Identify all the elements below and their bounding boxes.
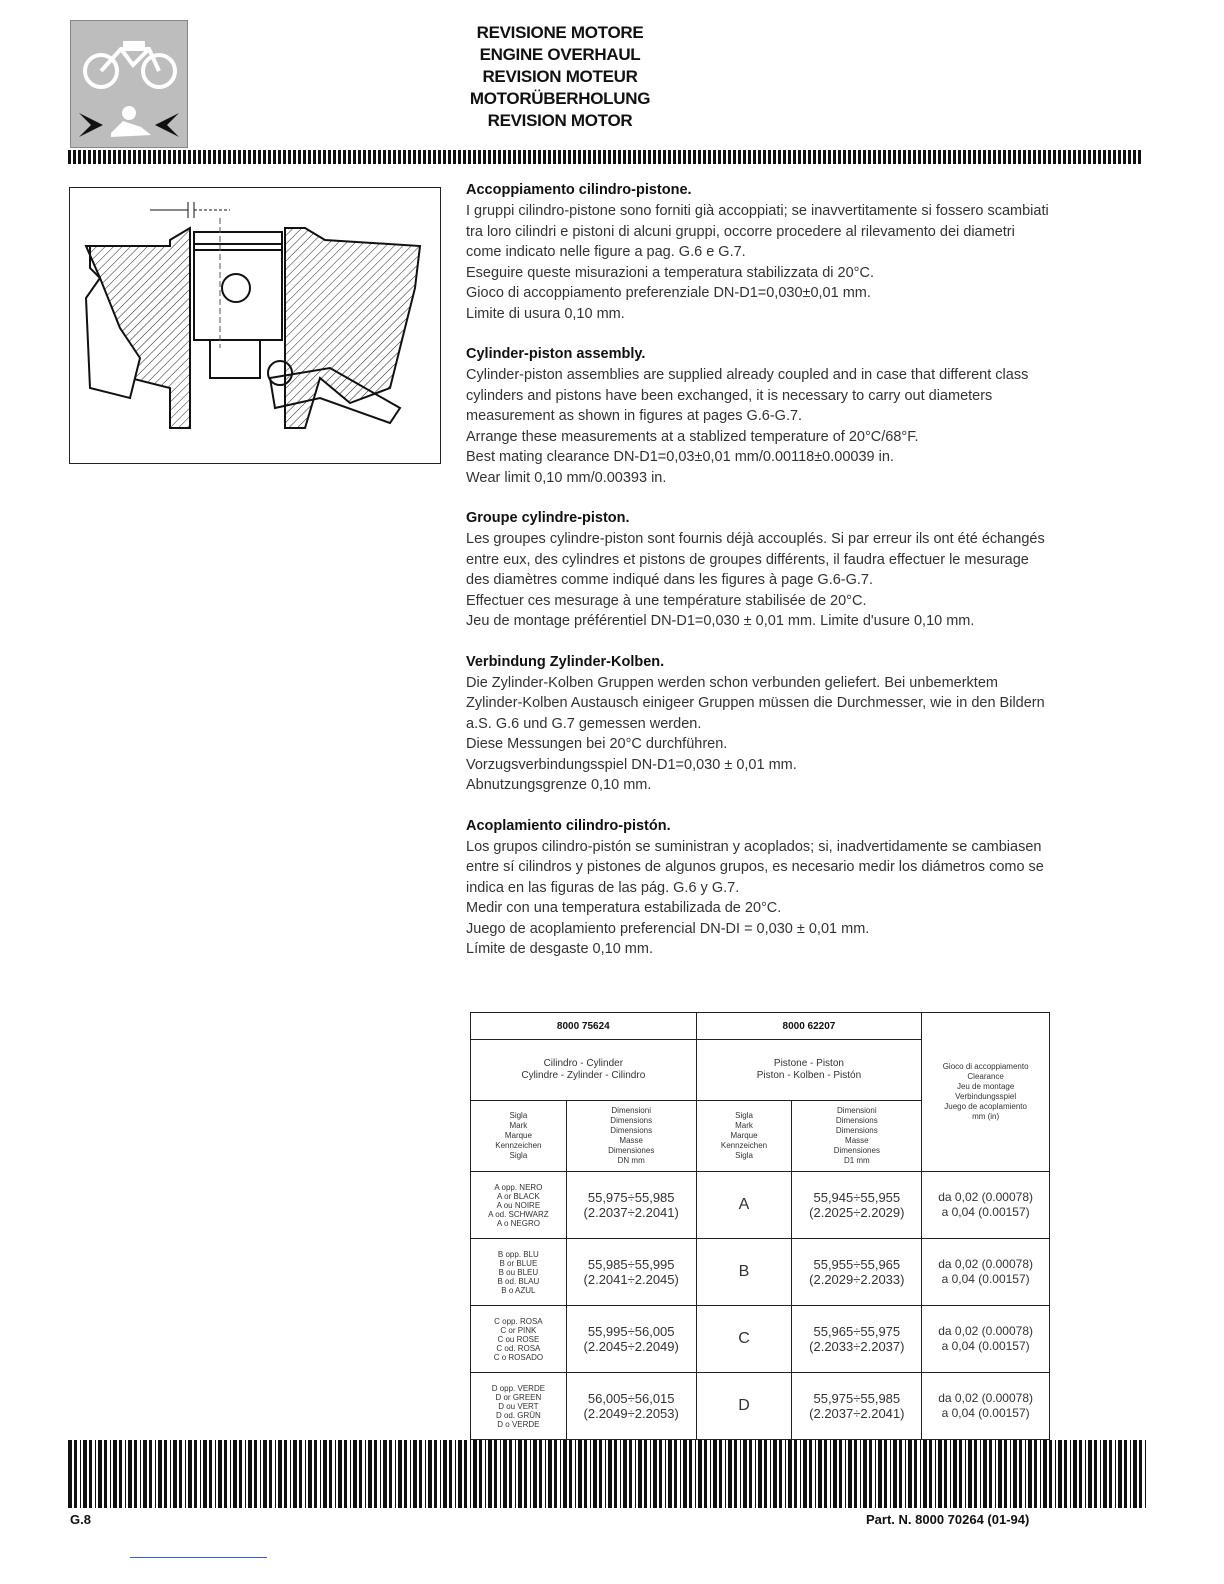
mark-label-line: Mark: [509, 1121, 528, 1130]
clearance-value: [922, 1306, 1050, 1373]
dim-label-line: Dimensioni: [837, 1106, 877, 1115]
mark-line: A od. SCHWARZ: [488, 1209, 549, 1219]
dim-line: 55,985÷55,995: [587, 1257, 675, 1272]
cylinder-piston-diagram: [69, 187, 441, 464]
mark-line: D opp. VERDE: [491, 1383, 546, 1393]
piston-class: A: [696, 1172, 792, 1239]
dim-label-line: Dimensiones: [833, 1146, 880, 1155]
cyl-mark-header: [471, 1101, 567, 1172]
paragraph: Juego de acoplamiento preferencial DN-DI = 0,030 ± 0,01 mm.: [466, 920, 870, 937]
paragraph: Wear limit 0,10 mm/0.00393 in.: [466, 469, 667, 486]
paragraph: Cylinder-piston assemblies are supplied already coupled and in case that different class cylinders and pistons have been exchanged, it is necessary to carry out diameters measurement as shown in figures at pages G.6-G.7.: [466, 367, 1029, 424]
paragraph: Los grupos cilindro-pistón se suministran y acoplados; si, inadvertidamente se cambiasen entre sí cilindros y pistones de algunos grupos, es necesario medir los diámetros como se indica en las figuras de las pág. G.6 y G.7.: [466, 838, 1044, 896]
paragraph: Eseguire queste misurazioni a temperatura stabilizzata di 20°C.: [466, 264, 874, 281]
dim-line: (2.2029÷2.2033): [809, 1272, 905, 1287]
title-en: ENGINE OVERHAUL: [479, 45, 641, 64]
mark-line: D od. GRÜN: [495, 1410, 541, 1420]
paragraph: Limite di usura 0,10 mm.: [466, 305, 625, 322]
piston-part-number: 8000 62207: [696, 1013, 922, 1040]
piston-dimensions: [792, 1239, 922, 1306]
paragraph: Les groupes cylindre-piston sont fournis déjà accouplés. Si par erreur ils ont été échangés entre eux, des cylindres et pistons de groupes différents, il faudra effectuer le mesurage des diamètres comme indiqué dans les figures à page G.6-G.7.: [466, 531, 1045, 588]
cylinder-dimensions: [566, 1172, 696, 1239]
dim-label-line: Masse: [845, 1136, 869, 1145]
mark-line: A o NEGRO: [496, 1218, 540, 1228]
clearance-line: da 0,02 (0.00078): [938, 1391, 1033, 1405]
mark-label-line: Mark: [735, 1121, 753, 1130]
mark-label-line: Marque: [504, 1131, 532, 1140]
mark-line: A opp. NERO: [494, 1182, 543, 1192]
dim-line: 55,975÷55,985: [587, 1190, 675, 1205]
cylinder-label-line: Cylindre - Zylinder - Cilindro: [521, 1070, 646, 1081]
dim-label-line: Dimensions: [835, 1116, 878, 1125]
cylinder-part-number: 8000 75624: [471, 1013, 697, 1040]
cylinder-dimensions: [566, 1239, 696, 1306]
dim-line: 55,965÷55,975: [813, 1324, 901, 1339]
cylinder-mark: [471, 1172, 567, 1239]
piston-class: D: [696, 1373, 792, 1440]
section-heading: Verbindung Zylinder-Kolben.: [466, 653, 665, 670]
section-french: [466, 508, 1051, 632]
dim-line: (2.2037÷2.2041): [583, 1205, 679, 1220]
mark-label-line: Kennzeichen: [495, 1141, 542, 1150]
table-row: [471, 1239, 1050, 1306]
mark-label-line: Kennzeichen: [720, 1141, 768, 1150]
mark-line: D ou VERT: [498, 1401, 539, 1411]
clearance-label-line: Juego de acoplamiento: [944, 1102, 1027, 1111]
mark-line: C ou ROSE: [497, 1334, 540, 1344]
section-heading: Cylinder-piston assembly.: [466, 346, 646, 362]
mark-line: C od. ROSA: [496, 1343, 541, 1353]
section-spanish: [466, 816, 1051, 960]
cyl-dim-header: [566, 1101, 696, 1172]
dim-line: (2.2033÷2.2037): [809, 1339, 905, 1354]
clearance-line: a 0,04 (0.00157): [941, 1339, 1030, 1353]
title-fr: REVISION MOTEUR: [482, 67, 638, 86]
pis-mark-header: [696, 1101, 792, 1172]
cylinder-dimensions: [566, 1306, 696, 1373]
dim-line: 56,005÷56,015: [587, 1391, 675, 1406]
dim-label-line: Dimensions: [835, 1126, 878, 1135]
section-heading: Groupe cylindre-piston.: [466, 510, 630, 526]
piston-label-line: Piston - Kolben - Pistón: [756, 1070, 862, 1081]
cylinder-label-line: Cilindro - Cylinder: [543, 1058, 624, 1069]
title-es: REVISION MOTOR: [487, 111, 633, 130]
paragraph: Effectuer ces mesurage à une température stabilisée de 20°C.: [466, 592, 867, 609]
paragraph: Gioco di accoppiamento preferenziale DN-D1=0,030±0,01 mm.: [466, 285, 871, 301]
clearance-label-line: mm (in): [972, 1112, 1000, 1121]
paragraph: Abnutzungsgrenze 0,10 mm.: [466, 777, 652, 793]
dim-label-line: Dimensioni: [611, 1106, 651, 1115]
part-number: Part. N. 8000 70264 (01-94): [866, 1512, 1030, 1527]
dim-line: 55,945÷55,955: [813, 1190, 901, 1205]
mark-label-line: Sigla: [735, 1111, 753, 1120]
piston-class: C: [696, 1306, 792, 1373]
clearance-label-line: Verbindungsspiel: [955, 1092, 1017, 1101]
dim-line: (2.2045÷2.2049): [583, 1339, 679, 1354]
cylinder-dimensions: [566, 1373, 696, 1440]
piston-dimensions: [792, 1172, 922, 1239]
dim-line: (2.2025÷2.2029): [809, 1205, 905, 1220]
dim-label-line: Dimensiones: [608, 1146, 655, 1155]
clearance-label-line: Clearance: [967, 1072, 1004, 1081]
mark-line: D or GREEN: [495, 1392, 542, 1402]
dim-label-line: D1 mm: [843, 1156, 870, 1165]
paragraph: Límite de desgaste 0,10 mm.: [466, 941, 653, 957]
paragraph: Best mating clearance DN-D1=0,03±0,01 mm/0.00118±0.00039 in.: [466, 449, 894, 465]
section-heading: Acoplamiento cilindro-pistón.: [466, 817, 671, 834]
dim-line: (2.2041÷2.2045): [583, 1272, 679, 1287]
mark-label-line: Sigla: [509, 1151, 528, 1160]
mark-line: C o ROSADO: [493, 1352, 544, 1362]
piston-dimensions: [792, 1306, 922, 1373]
mark-line: A ou NOIRE: [496, 1200, 541, 1210]
cylinder-mark: [471, 1373, 567, 1440]
instructions-text: [466, 180, 1051, 980]
title-it: REVISIONE MOTORE: [476, 23, 644, 42]
dim-line: 55,995÷56,005: [587, 1324, 675, 1339]
clearance-table: [470, 1012, 1050, 1440]
paragraph: Diese Messungen bei 20°C durchführen.: [466, 736, 728, 752]
mark-line: B or BLUE: [499, 1258, 538, 1268]
clearance-line: da 0,02 (0.00078): [938, 1257, 1033, 1271]
cylinder-mark: [471, 1306, 567, 1373]
mark-line: A or BLACK: [497, 1191, 540, 1201]
clearance-line: da 0,02 (0.00078): [938, 1324, 1033, 1338]
pis-dim-header: [792, 1101, 922, 1172]
section-italian: [466, 180, 1051, 324]
mark-line: B opp. BLU: [497, 1249, 539, 1259]
mark-label-line: Sigla: [509, 1111, 528, 1120]
clearance-header: [922, 1013, 1050, 1172]
divider-line: [130, 1557, 267, 1558]
mark-line: D o VERDE: [497, 1419, 540, 1429]
top-divider-bars: [68, 150, 1143, 164]
mark-line: C opp. ROSA: [494, 1316, 543, 1326]
clearance-value: [922, 1172, 1050, 1239]
paragraph: Medir con una temperatura estabilizada de 20°C.: [466, 900, 782, 916]
paragraph: Arrange these measurements at a stablized temperature of 20°C/68°F.: [466, 428, 919, 445]
piston-label: [696, 1040, 922, 1101]
dim-line: 55,975÷55,985: [813, 1391, 901, 1406]
clearance-label-line: Jeu de montage: [956, 1082, 1015, 1091]
clearance-value: [922, 1373, 1050, 1440]
dim-line: (2.2049÷2.2053): [583, 1406, 679, 1421]
dim-label-line: Dimensions: [610, 1126, 653, 1135]
table-row: [471, 1172, 1050, 1239]
piston-dimensions: [792, 1373, 922, 1440]
clearance-line: a 0,04 (0.00157): [941, 1205, 1030, 1219]
section-german: [466, 652, 1051, 796]
dim-line: (2.2037÷2.2041): [809, 1406, 905, 1421]
mark-line: B od. BLAU: [497, 1276, 540, 1286]
paragraph: Jeu de montage préférentiel DN-D1=0,030 ± 0,01 mm. Limite d'usure 0,10 mm.: [466, 613, 975, 629]
section-english: [466, 344, 1051, 488]
table-row: [471, 1306, 1050, 1373]
dim-label-line: Dimensions: [610, 1116, 653, 1125]
bottom-divider-bars: [68, 1440, 1148, 1508]
title-de: MOTORÜBERHOLUNG: [469, 89, 651, 108]
paragraph: Vorzugsverbindungsspiel DN-D1=0,030 ± 0,01 mm.: [466, 756, 797, 773]
clearance-label-line: Gioco di accoppiamento: [942, 1062, 1029, 1071]
page-title-block: [420, 22, 700, 132]
paragraph: Die Zylinder-Kolben Gruppen werden schon verbunden geliefert. Bei unbemerktem Zylinder-Kolben Austausch einigeer Gruppen müssen die Durchmesser, wie in den Bildern a.S. G.6 und G.7 gemessen werden.: [466, 674, 1045, 732]
mark-line: B o AZUL: [501, 1285, 536, 1295]
mark-label-line: Marque: [730, 1131, 758, 1140]
mark-line: B ou BLEU: [498, 1267, 539, 1277]
mark-label-line: Sigla: [735, 1151, 753, 1160]
piston-class: B: [696, 1239, 792, 1306]
mark-line: C or PINK: [500, 1325, 537, 1335]
section-heading: Accoppiamento cilindro-pistone.: [466, 182, 692, 198]
clearance-line: a 0,04 (0.00157): [941, 1406, 1030, 1420]
dim-label-line: Masse: [619, 1136, 643, 1145]
clearance-value: [922, 1239, 1050, 1306]
paragraph: I gruppi cilindro-pistone sono forniti già accoppiati; se inavvertitamente si fossero scambiati tra loro cilindri e pistoni di alcuni gruppi, occorre procedere al rilevamento dei diametri come indicato nelle figure a pag. G.6 e G.7.: [466, 203, 1049, 260]
page-number: G.8: [70, 1512, 91, 1527]
table-row: [471, 1373, 1050, 1440]
clearance-line: da 0,02 (0.00078): [938, 1190, 1033, 1204]
cylinder-label: [471, 1040, 697, 1101]
section-logo-icon: [70, 20, 188, 148]
dim-line: 55,955÷55,965: [813, 1257, 901, 1272]
dim-label-line: DN mm: [617, 1156, 645, 1165]
piston-label-line: Pistone - Piston: [773, 1058, 844, 1069]
cylinder-mark: [471, 1239, 567, 1306]
clearance-line: a 0,04 (0.00157): [941, 1272, 1030, 1286]
